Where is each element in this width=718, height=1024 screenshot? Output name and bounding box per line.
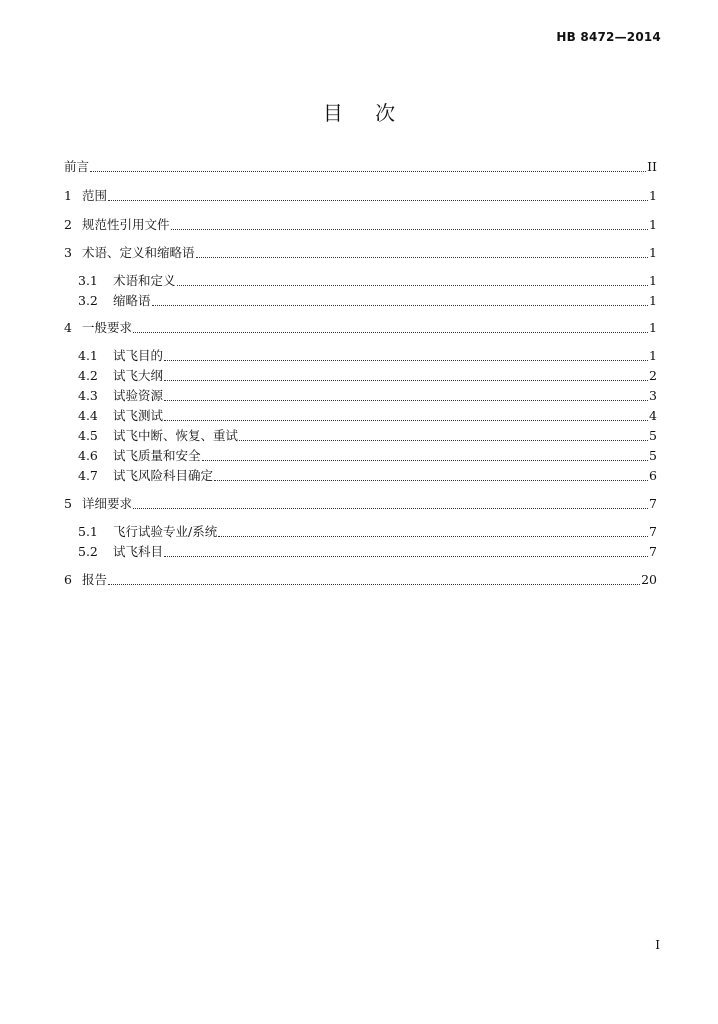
toc-entry-title: 试飞中断、恢复、重试 bbox=[113, 428, 239, 443]
toc-entry-2[interactable] bbox=[64, 216, 657, 234]
toc-entry-number: 6 bbox=[64, 572, 72, 587]
toc-entry-number: 4.5 bbox=[78, 428, 98, 443]
toc-entry-number: 2 bbox=[64, 217, 72, 232]
dot-leader bbox=[177, 285, 649, 286]
toc-entry-page: 1 bbox=[649, 320, 657, 335]
dot-leader bbox=[133, 508, 648, 509]
toc-entry-5[interactable] bbox=[64, 495, 657, 513]
toc-entry-page: 1 bbox=[649, 217, 657, 232]
toc-entry-page: 5 bbox=[649, 448, 657, 463]
dot-leader bbox=[202, 460, 649, 461]
toc-entry-title: 试飞风险科目确定 bbox=[113, 468, 214, 483]
toc-entry-4-2[interactable] bbox=[78, 367, 657, 385]
toc-entry-4[interactable] bbox=[64, 319, 657, 337]
toc-entry-page: 4 bbox=[649, 408, 657, 423]
toc-entry-number: 4.7 bbox=[78, 468, 98, 483]
toc-entry-page: 1 bbox=[649, 273, 657, 288]
toc-entry-4-1[interactable] bbox=[78, 347, 657, 365]
dot-leader bbox=[164, 380, 648, 381]
toc-entry-number: 5 bbox=[64, 496, 72, 511]
dot-leader bbox=[214, 480, 648, 481]
toc-entry-foreword[interactable] bbox=[64, 158, 657, 176]
dot-leader bbox=[108, 584, 640, 585]
dot-leader bbox=[90, 171, 646, 172]
toc-entry-number: 4.2 bbox=[78, 368, 98, 383]
toc-entry-page: 7 bbox=[649, 544, 657, 559]
toc-entry-page: 7 bbox=[649, 524, 657, 539]
toc-entry-title: 试飞大纲 bbox=[113, 368, 164, 383]
dot-leader bbox=[164, 400, 648, 401]
toc-entry-3-1[interactable] bbox=[78, 272, 657, 290]
dot-leader bbox=[108, 200, 648, 201]
toc-entry-title: 飞行试验专业/系统 bbox=[113, 524, 218, 539]
toc-entry-4-6[interactable] bbox=[78, 447, 657, 465]
toc-entry-title: 术语、定义和缩略语 bbox=[82, 245, 195, 260]
toc-entry-title: 前言 bbox=[64, 159, 90, 174]
toc-entry-3[interactable] bbox=[64, 244, 657, 262]
toc-entry-number: 3.1 bbox=[78, 273, 98, 288]
toc-entry-title: 一般要求 bbox=[82, 320, 133, 335]
toc-entry-number: 1 bbox=[64, 188, 72, 203]
toc-title: 目 次 bbox=[322, 101, 396, 125]
dot-leader bbox=[218, 536, 648, 537]
dot-leader bbox=[164, 556, 648, 557]
dot-leader bbox=[171, 229, 649, 230]
toc-entry-page: 7 bbox=[649, 496, 657, 511]
toc-entry-5-1[interactable] bbox=[78, 523, 657, 541]
toc-entry-title: 试飞科目 bbox=[113, 544, 164, 559]
toc-entry-title: 试飞测试 bbox=[113, 408, 164, 423]
toc-entry-5-2[interactable] bbox=[78, 543, 657, 561]
dot-leader bbox=[133, 332, 648, 333]
toc-entry-page: 1 bbox=[649, 188, 657, 203]
toc-entry-title: 术语和定义 bbox=[113, 273, 176, 288]
dot-leader bbox=[152, 305, 649, 306]
dot-leader bbox=[164, 420, 648, 421]
toc-entry-number: 3 bbox=[64, 245, 72, 260]
toc-entry-4-7[interactable] bbox=[78, 467, 657, 485]
toc-entry-title: 范围 bbox=[82, 188, 108, 203]
toc-entry-number: 5.2 bbox=[78, 544, 98, 559]
toc-entry-3-2[interactable] bbox=[78, 292, 657, 310]
dot-leader bbox=[164, 360, 648, 361]
toc-entry-title: 试飞目的 bbox=[113, 348, 164, 363]
toc-entry-number: 4.4 bbox=[78, 408, 98, 423]
toc-entry-number: 4.3 bbox=[78, 388, 98, 403]
toc-entry-number: 5.1 bbox=[78, 524, 98, 539]
toc-entry-page: 1 bbox=[649, 245, 657, 260]
page-number: I bbox=[655, 938, 660, 952]
toc-entry-number: 3.2 bbox=[78, 293, 98, 308]
standard-code: HB 8472—2014 bbox=[556, 30, 661, 44]
toc-entry-6[interactable] bbox=[64, 571, 657, 589]
toc-entry-4-3[interactable] bbox=[78, 387, 657, 405]
toc-entry-page: 2 bbox=[649, 368, 657, 383]
toc-entry-page: II bbox=[647, 159, 657, 174]
toc-entry-number: 4 bbox=[64, 320, 72, 335]
toc-entry-title: 规范性引用文件 bbox=[82, 217, 170, 232]
toc-entry-page: 5 bbox=[649, 428, 657, 443]
toc-entry-page: 20 bbox=[641, 572, 657, 587]
toc-entry-title: 报告 bbox=[82, 572, 108, 587]
toc-entry-page: 1 bbox=[649, 348, 657, 363]
toc-entry-title: 详细要求 bbox=[82, 496, 133, 511]
toc-entry-number: 4.1 bbox=[78, 348, 98, 363]
toc-entry-number: 4.6 bbox=[78, 448, 98, 463]
toc-entry-title: 试验资源 bbox=[113, 388, 164, 403]
toc-entry-title: 试飞质量和安全 bbox=[113, 448, 201, 463]
toc-entry-4-4[interactable] bbox=[78, 407, 657, 425]
toc-entry-page: 6 bbox=[649, 468, 657, 483]
dot-leader bbox=[239, 440, 648, 441]
toc-entry-page: 3 bbox=[649, 388, 657, 403]
toc-entry-1[interactable] bbox=[64, 187, 657, 205]
toc-entry-title: 缩略语 bbox=[113, 293, 151, 308]
toc-entry-4-5[interactable] bbox=[78, 427, 657, 445]
dot-leader bbox=[196, 257, 649, 258]
toc-entry-page: 1 bbox=[649, 293, 657, 308]
